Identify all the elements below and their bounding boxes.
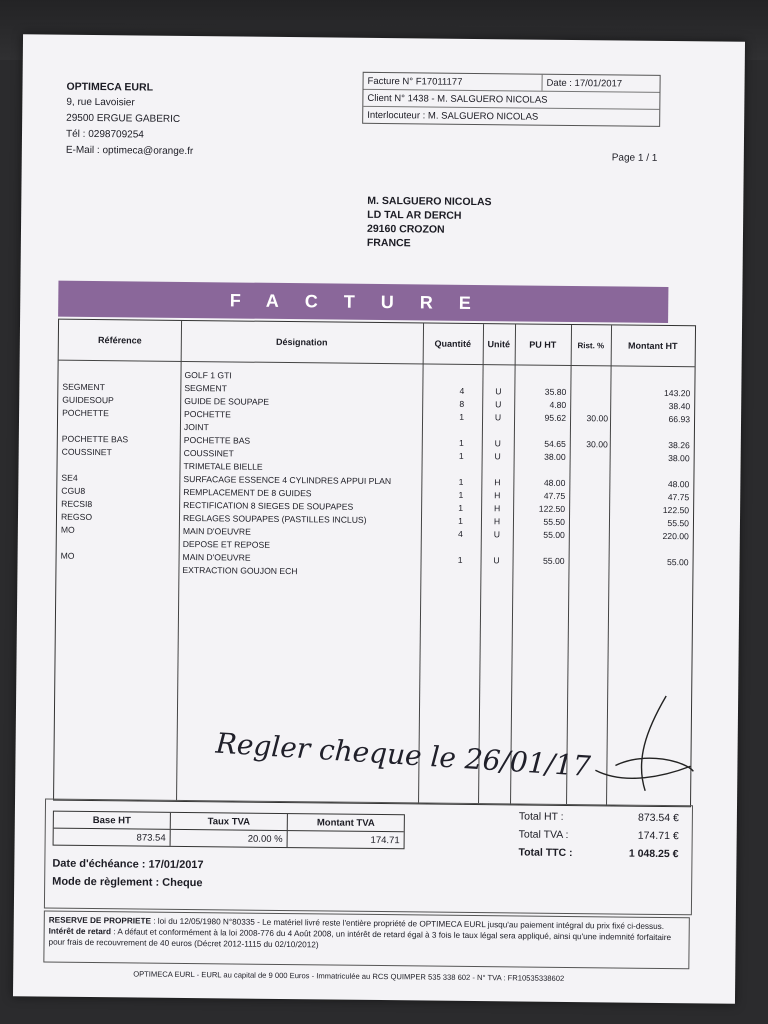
due-date: Date d'échéance : 17/01/2017 [52, 857, 204, 872]
table-cell-unit: U [494, 451, 501, 462]
table-cell-montant: 47.75 [667, 492, 690, 503]
table-cell-unit: U [495, 399, 502, 410]
contact-person: Interlocuteur : M. SALGUERO NICOLAS [367, 109, 539, 123]
table-cell-ref: CGU8 [61, 485, 86, 496]
handwritten-payment-note: Regler cheque le 26/01/17 [214, 726, 592, 784]
table-cell-pu [514, 463, 566, 464]
table-cell-pu: 48.00 [543, 477, 566, 488]
invoice-date: Date : 17/01/2017 [546, 77, 623, 90]
table-cell-montant: 143.20 [663, 387, 691, 399]
tva-taux-value: 20.00 % [170, 830, 287, 847]
facture-banner: FACTURE [58, 281, 668, 323]
table-cell-pu: 4.80 [549, 399, 567, 410]
table-cell-rist: 30.00 [586, 439, 608, 450]
table-cell-montant: 66.93 [668, 414, 691, 425]
table-cell-qte: 1 [458, 476, 464, 487]
table-cell-ref: SE4 [61, 472, 78, 483]
table-cell-ref: SEGMENT [62, 381, 105, 393]
page-number: Page 1 / 1 [611, 152, 658, 164]
company-address-1: 9, rue Lavoisier [66, 96, 135, 109]
table-cell-pu: 47.75 [543, 490, 566, 501]
table-cell-des: REMPLACEMENT DE 8 GUIDES [183, 486, 312, 499]
payment-block [52, 855, 204, 893]
table-cell-ref [62, 459, 178, 460]
table-cell-ref: REGSO [60, 511, 93, 522]
table-cell-ref: RECSI8 [61, 498, 93, 509]
invoice-number: Facture N° F17011177 [367, 75, 463, 88]
table-cell-montant: 55.50 [667, 518, 690, 529]
reserve-title: RESERVE DE PROPRIETE [48, 915, 152, 926]
table-cell-ref: POCHETTE [62, 407, 109, 419]
table-cell-montant: 122.50 [662, 504, 690, 516]
recipient-name: M. SALGUERO NICOLAS [367, 194, 492, 209]
table-cell-unit: H [493, 516, 501, 527]
tva-taux-label: Taux TVA [170, 813, 287, 830]
table-cell-pu: 122.50 [538, 503, 566, 514]
table-cell-qte: 1 [458, 437, 464, 448]
table-cell-unit: U [493, 529, 501, 540]
table-cell-montant: 220.00 [662, 530, 689, 542]
table-cell-pu: 95.62 [544, 412, 567, 423]
table-cell-qte: 1 [457, 554, 463, 565]
table-cell-des: COUSSINET [183, 447, 234, 459]
table-cell-unit: H [494, 477, 501, 488]
table-cell-des: MAIN D'OEUVRE [182, 525, 251, 537]
table-cell-unit: H [493, 503, 501, 514]
table-cell-ref: COUSSINET [61, 446, 112, 458]
table-cell-ref [61, 537, 177, 538]
tva-table [53, 811, 405, 850]
client-number: Client N° 1438 - M. SALGUERO NICOLAS [367, 92, 548, 106]
table-cell-des: RECTIFICATION 8 SIEGES DE SOUPAPES [183, 499, 354, 512]
tva-montant-value: 174.71 [287, 831, 404, 848]
total-ttc-value: 1 048.25 € [628, 847, 679, 861]
column-header-pu-ht: PU HT [529, 339, 557, 350]
table-cell-des: REGLAGES SOUPAPES (PASTILLES INCLUS) [182, 512, 367, 525]
recipient-address [367, 194, 492, 251]
company-email: E-Mail : optimeca@orange.fr [65, 144, 194, 158]
recipient-line-2: 29160 CROZON [366, 222, 445, 236]
invoice-paper [13, 34, 745, 1004]
table-cell-montant: 38.40 [668, 401, 691, 412]
table-cell-des: SEGMENT [184, 382, 227, 394]
table-cell-qte: 1 [459, 411, 465, 422]
table-cell-montant [610, 425, 690, 426]
company-block [66, 79, 194, 160]
tva-base-value: 873.54 [136, 831, 166, 844]
company-name: OPTIMECA EURL [66, 80, 154, 94]
retard-title: Intérêt de retard [48, 926, 112, 937]
column-header-unite: Unité [487, 339, 511, 350]
table-cell-qte: 1 [458, 489, 464, 500]
table-cell-des: DEPOSE ET REPOSE [182, 538, 271, 550]
table-cell-unit: U [495, 386, 502, 397]
tva-montant-label: Montant TVA [287, 814, 404, 831]
table-cell-pu: 55.00 [543, 529, 565, 540]
table-cell-montant [608, 568, 688, 569]
table-cell-unit: U [494, 438, 501, 449]
table-cell-qte: 1 [458, 515, 464, 526]
table-cell-montant [610, 464, 690, 465]
table-cell-rist: 30.00 [586, 413, 609, 424]
invoice-info-box [362, 72, 661, 127]
table-cell-des: GUIDE DE SOUPAPE [184, 395, 270, 407]
table-cell-pu [514, 424, 566, 425]
column-header-designation: Désignation [276, 336, 328, 348]
table-cell-des: SURFACAGE ESSENCE 4 CYLINDRES APPUI PLAN [183, 473, 392, 487]
table-cell-montant: 38.00 [668, 453, 690, 464]
table-cell-qte: 1 [458, 450, 464, 461]
column-header-quantite: Quantité [434, 338, 472, 349]
table-cell-qte: 4 [458, 528, 463, 539]
table-cell-ref: MO [60, 550, 75, 561]
table-cell-montant [611, 373, 691, 374]
totals-block [518, 807, 679, 863]
table-cell-des: JOINT [183, 421, 209, 433]
table-cell-des: POCHETTE BAS [183, 434, 251, 446]
table-cell-pu: 55.00 [543, 555, 565, 566]
table-cell-qte: 4 [459, 385, 465, 396]
table-cell-des: TRIMETALE BIELLE [183, 460, 263, 472]
legal-notice [43, 911, 690, 970]
table-cell-unit: H [494, 490, 501, 501]
company-address-2: 29500 ERGUE GABERIC [66, 112, 181, 125]
signature-scribble [575, 690, 696, 801]
total-tva-value: 174.71 € [637, 829, 679, 843]
company-footer: OPTIMECA EURL - EURL au capital de 9 000 Euros - Immatriculée au RCS QUIMPER 535 338 602 - N° TVA : FR10535338602 [133, 969, 565, 983]
table-cell-pu: 35.80 [544, 386, 567, 397]
recipient-country: FRANCE [366, 236, 411, 250]
table-cell-pu [513, 541, 565, 542]
table-cell-des: EXTRACTION GOUJON ECH [182, 564, 298, 577]
table-cell-montant: 48.00 [667, 479, 690, 490]
table-cell-unit: U [494, 412, 502, 423]
table-cell-ref: GUIDESOUP [62, 394, 114, 406]
table-cell-ref: POCHETTE BAS [61, 433, 129, 445]
table-cell-montant: 55.00 [666, 557, 689, 568]
total-ht-value: 873.54 € [637, 811, 679, 825]
table-cell-qte: 8 [459, 398, 465, 409]
total-ttc-label: Total TTC : [518, 846, 573, 860]
table-cell-ref [62, 420, 178, 421]
total-ht-label: Total HT : [518, 810, 564, 823]
company-phone: Tél : 0298709254 [65, 128, 144, 141]
recipient-line-1: LD TAL AR DERCH [367, 208, 462, 222]
payment-mode: Mode de règlement : Cheque [52, 875, 203, 890]
table-cell-des: MAIN D'OEUVRE [182, 551, 251, 563]
table-cell-des: POCHETTE [184, 408, 231, 420]
table-cell-pu [513, 567, 565, 568]
table-cell-pu: 54.65 [544, 438, 566, 449]
table-cell-pu: 38.00 [544, 451, 566, 462]
table-cell-montant: 38.26 [668, 440, 690, 451]
column-header-ristourne: Rist. % [577, 340, 605, 350]
total-tva-label: Total TVA : [518, 828, 569, 842]
table-cell-ref [63, 368, 179, 369]
tva-base-label: Base HT [92, 814, 131, 826]
table-cell-ref [61, 563, 177, 564]
column-header-montant-ht: Montant HT [628, 340, 678, 352]
retard-text: : A défaut et conformément à la loi 2008-776 du 4 Août 2008, un intérêt de retard égal à 3 fois le taux légal sera appliqué, ainsi qu'une indemnité forfaitaire pour frais de recouvrement de 40 euros (Décret 2012-1115 du 02/10/2012) [48, 927, 672, 950]
table-cell-pu [515, 372, 567, 373]
column-header-reference: Référence [98, 335, 142, 346]
table-cell-ref: MO [60, 524, 75, 535]
table-cell-unit: U [493, 555, 500, 566]
reserve-text: : loi du 12/05/1980 N°80335 - Le matériel livré reste l'entière propriété de OPTIMECA EURL jusqu'au paiement intégral du prix fixé ci-dessus. [150, 916, 665, 932]
table-cell-montant [609, 542, 689, 543]
table-cell-pu: 55.50 [543, 516, 566, 527]
table-cell-des: GOLF 1 GTI [184, 369, 232, 381]
table-cell-qte: 1 [458, 502, 464, 513]
